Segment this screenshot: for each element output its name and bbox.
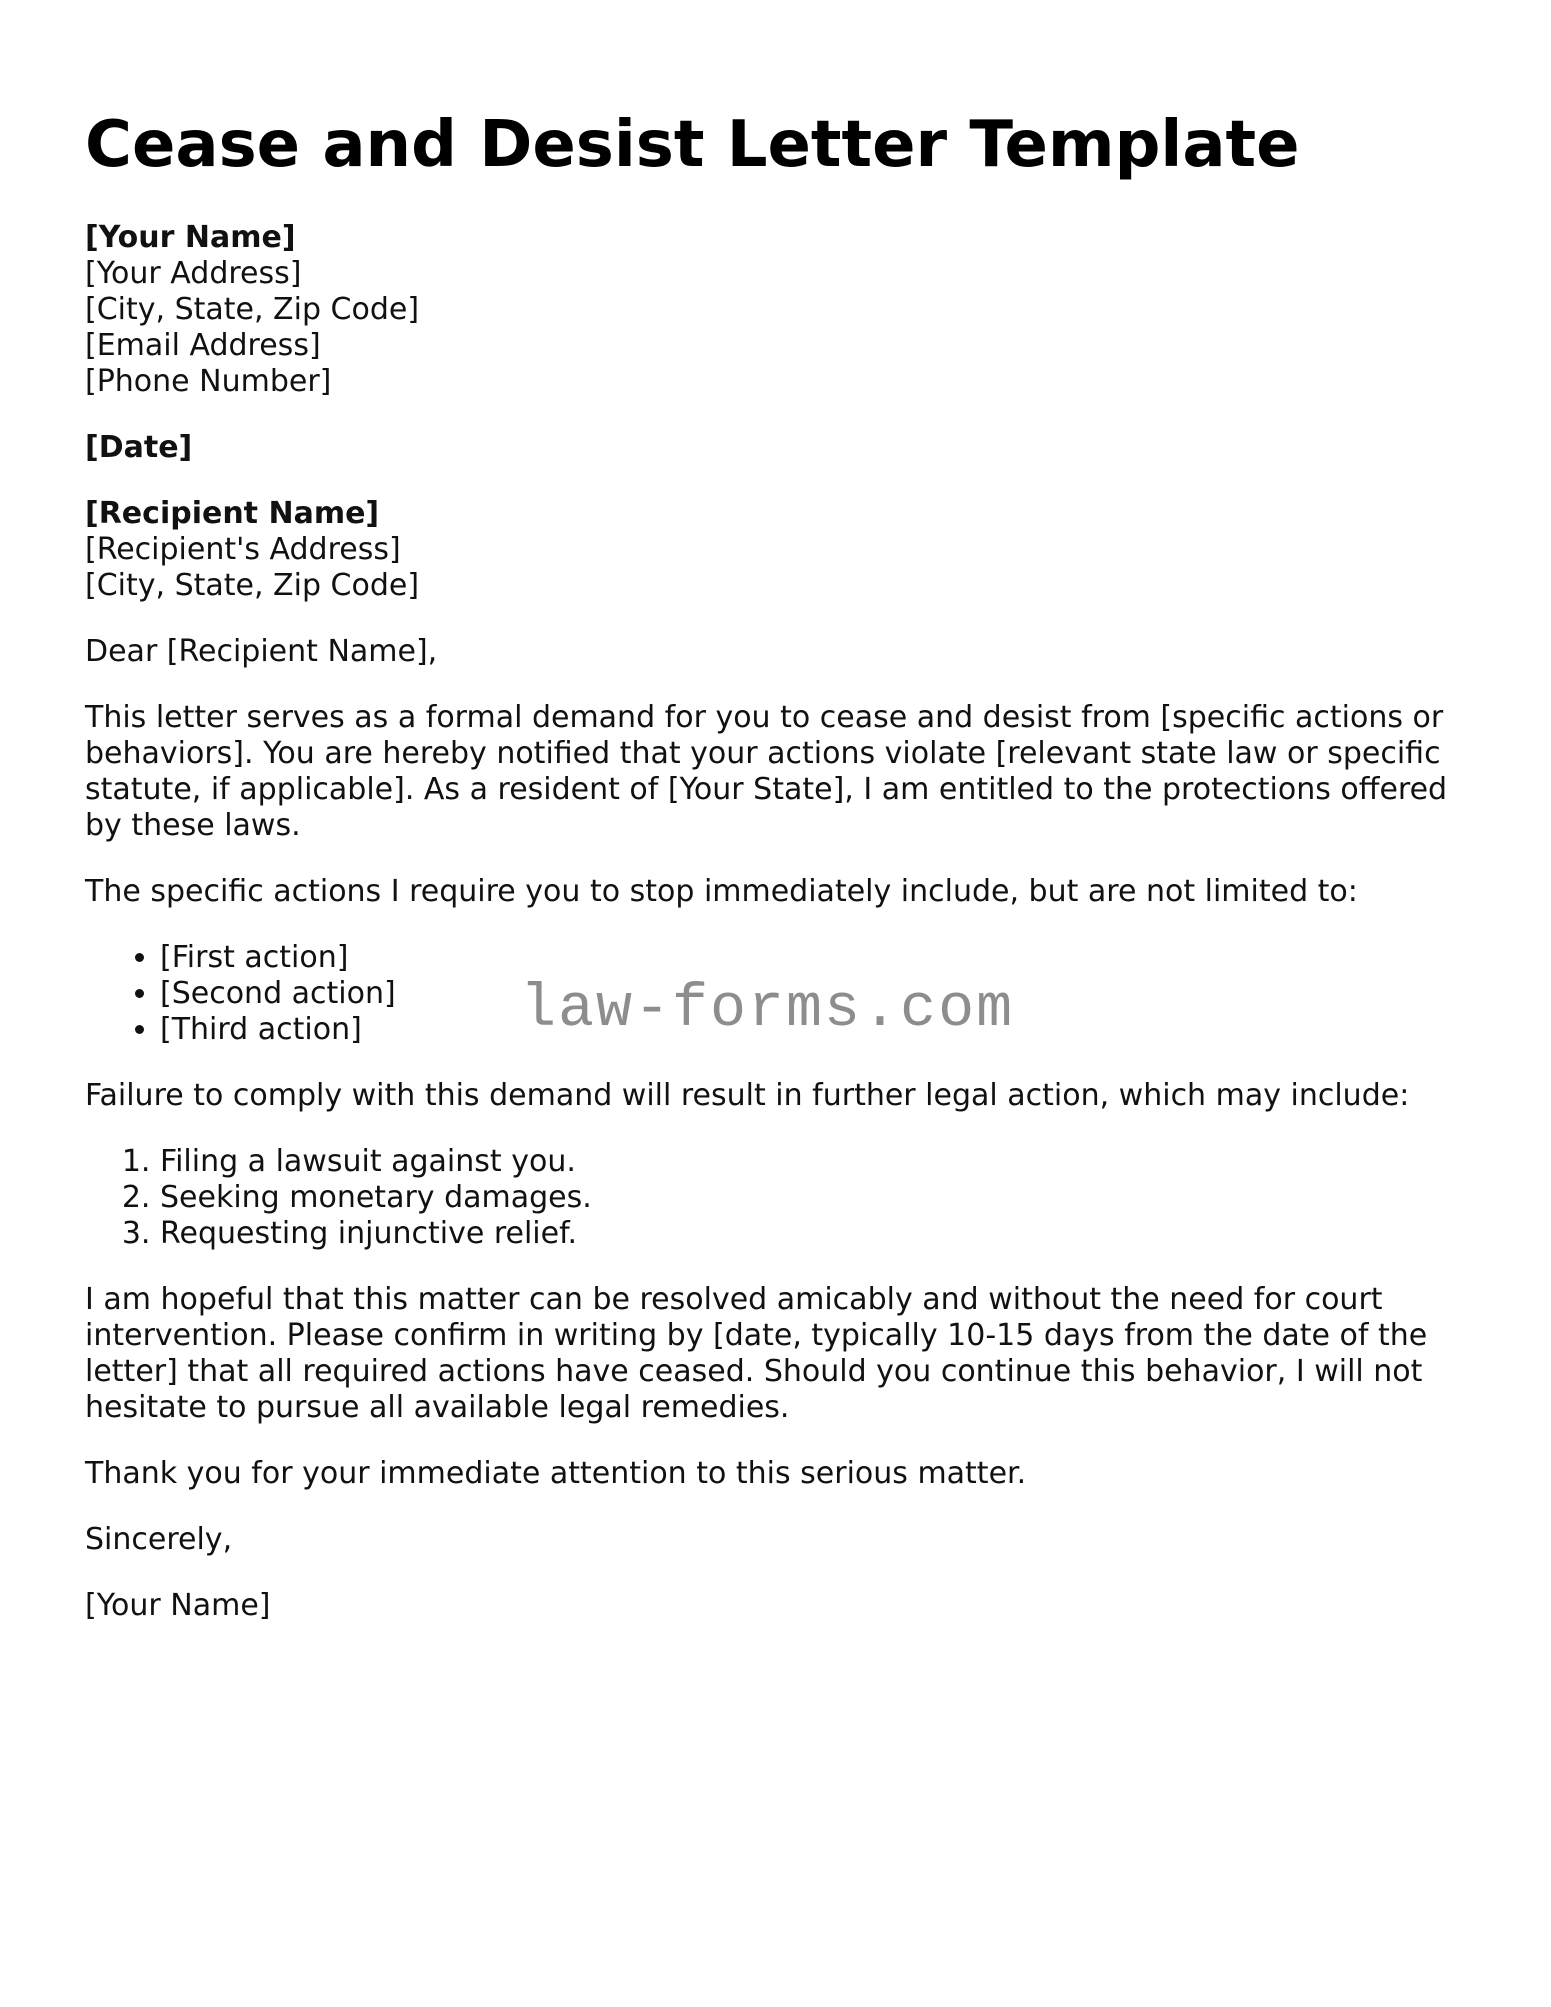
page-title: Cease and Desist Letter Template [85, 108, 1300, 182]
paragraph-consequences-intro: Failure to comply with this demand will result in further legal action, which may include: [85, 1078, 1410, 1113]
closing: Sincerely, [85, 1522, 233, 1557]
recipient-block [85, 496, 1475, 604]
salutation: Dear [Recipient Name], [85, 634, 438, 669]
paragraph-resolution: I am hopeful that this matter can be resolved amicably and without the need for court intervention. Please confirm in writing by [date, typically 10-15 days from the date of the letter] that all required actions have ceased. Should you continue this behavior, I will not hesitate to pursue all available legal remedies. [85, 1282, 1428, 1425]
sender-address: [Your Address] [85, 256, 302, 291]
letter-page [85, 100, 1475, 1624]
sender-block [85, 220, 1475, 400]
paragraph-thanks: Thank you for your immediate attention to this serious matter. [85, 1456, 1027, 1491]
sender-phone: [Phone Number] [85, 364, 332, 399]
list-item: • [Third action] [160, 1012, 1475, 1048]
paragraph-actions-intro: The specific actions I require you to stop immediately include, but are not limited to: [85, 874, 1358, 909]
list-item: 2. Seeking monetary damages. [160, 1180, 1475, 1216]
recipient-address: [Recipient's Address] [85, 532, 401, 567]
sender-city-state-zip: [City, State, Zip Code] [85, 292, 420, 327]
recipient-city-state-zip: [City, State, Zip Code] [85, 568, 420, 603]
paragraph-demand: This letter serves as a formal demand for you to cease and desist from [specific actions or behaviors]. You are hereby notified that your actions violate [relevant state law or specific statute, if applicable]. As a resident of [Your State], I am entitled to the protections offered by these laws. [85, 700, 1448, 843]
list-item: • [First action] [160, 940, 1475, 976]
sender-email: [Email Address] [85, 328, 321, 363]
sender-name: [Your Name] [85, 220, 296, 255]
watermark: law-forms.com [520, 976, 1015, 1044]
consequences-list [85, 1144, 1475, 1252]
list-item: • [Second action] [160, 976, 1475, 1012]
list-item: 3. Requesting injunctive relief. [160, 1216, 1475, 1252]
signature: [Your Name] [85, 1588, 271, 1623]
list-item: 1. Filing a lawsuit against you. [160, 1144, 1475, 1180]
recipient-name: [Recipient Name] [85, 496, 380, 531]
letter-date: [Date] [85, 430, 193, 465]
